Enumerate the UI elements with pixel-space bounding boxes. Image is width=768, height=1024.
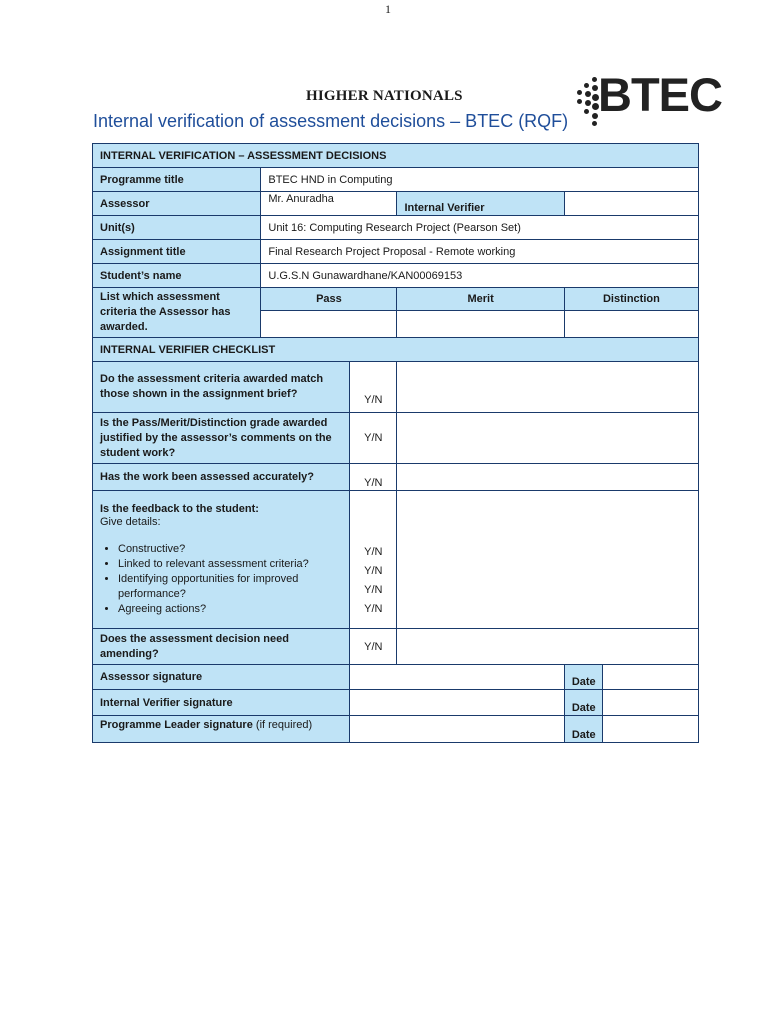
yn-grade-justified[interactable]: Y/N	[350, 413, 397, 464]
yn-assessed-accurately[interactable]: Y/N	[350, 464, 397, 491]
section-header-assessment-decisions: INTERNAL VERIFICATION – ASSESSMENT DECISIONS	[93, 144, 699, 168]
page-number: 1	[385, 2, 391, 16]
document-heading: HIGHER NATIONALS	[306, 88, 463, 104]
assignment-title-value[interactable]: Final Research Project Proposal - Remote working	[261, 240, 699, 264]
document-subtitle: Internal verification of assessment decisions – BTEC (RQF)	[93, 111, 569, 131]
logo-dot-icon	[584, 83, 589, 88]
pass-header: Pass	[261, 288, 397, 311]
assessor-date-label: Date	[564, 665, 602, 690]
logo-dot-icon	[577, 90, 582, 95]
list-item: • Identifying opportunities for improved performance?	[118, 572, 342, 602]
assessor-label: Assessor	[93, 192, 261, 216]
yn-criteria-match[interactable]: Y/N	[350, 362, 397, 413]
criteria-label: List which assessment criteria the Assessor has awarded.	[93, 288, 261, 338]
units-value[interactable]: Unit 16: Computing Research Project (Pearson Set)	[261, 216, 699, 240]
feedback-give-details: Give details:	[100, 515, 161, 528]
pl-signature-suffix: (if required)	[252, 719, 313, 731]
yn-decision-amending[interactable]: Y/N	[350, 629, 397, 665]
checklist-question-criteria-match: Do the assessment criteria awarded match those shown in the assignment brief?	[93, 362, 350, 413]
comment-decision-amending[interactable]	[397, 629, 699, 665]
checklist-question-assessed-accurately: Has the work been assessed accurately?	[93, 464, 350, 491]
comment-grade-justified[interactable]	[397, 413, 699, 464]
comment-feedback[interactable]	[397, 491, 699, 629]
yn-opportunities[interactable]: Y/N	[364, 584, 383, 596]
student-name-value[interactable]: U.G.S.N Gunawardhane/KAN00069153	[261, 264, 699, 288]
section-header-checklist: INTERNAL VERIFIER CHECKLIST	[93, 338, 699, 362]
assessor-signature-label: Assessor signature	[93, 665, 350, 690]
iv-signature-label: Internal Verifier signature	[93, 690, 350, 716]
logo-dot-icon	[584, 109, 589, 114]
merit-criteria-cell[interactable]	[397, 311, 564, 338]
feedback-question-title: Is the feedback to the student:	[100, 502, 259, 515]
checklist-question-decision-amending: Does the assessment decision need amending?	[93, 629, 350, 665]
assignment-title-label: Assignment title	[93, 240, 261, 264]
distinction-criteria-cell[interactable]	[564, 311, 698, 338]
logo-dot-icon	[592, 121, 597, 126]
yn-linked-criteria[interactable]: Y/N	[364, 565, 383, 577]
assessor-value[interactable]: Mr. Anuradha	[261, 192, 397, 216]
assessor-date-field[interactable]	[603, 665, 699, 690]
verification-form	[92, 143, 699, 743]
iv-date-field[interactable]	[603, 690, 699, 716]
yn-agreeing-actions[interactable]: Y/N	[364, 603, 383, 615]
logo-dot-icon	[585, 100, 591, 106]
pl-signature-label-text: Programme Leader signature	[100, 719, 253, 731]
student-name-label: Student’s name	[93, 264, 261, 288]
list-item: • Linked to relevant assessment criteria?	[118, 557, 342, 572]
logo-dot-icon	[592, 77, 597, 82]
logo-dot-icon	[577, 99, 582, 104]
pass-criteria-cell[interactable]	[261, 311, 397, 338]
programme-title-label: Programme title	[93, 168, 261, 192]
checklist-question-grade-justified: Is the Pass/Merit/Distinction grade awarded justified by the assessor’s comments on the student work?	[93, 413, 350, 464]
btec-logo	[574, 68, 724, 127]
yn-feedback-group	[350, 491, 397, 629]
logo-wordmark: BTEC	[598, 68, 722, 121]
merit-header: Merit	[397, 288, 564, 311]
programme-title-value[interactable]: BTEC HND in Computing	[261, 168, 699, 192]
comment-assessed-accurately[interactable]	[397, 464, 699, 491]
comment-criteria-match[interactable]	[397, 362, 699, 413]
pl-signature-label	[93, 716, 350, 743]
iv-signature-field[interactable]	[350, 690, 565, 716]
iv-date-label: Date	[564, 690, 602, 716]
list-item: • Agreeing actions?	[118, 602, 342, 617]
pl-date-field[interactable]	[603, 716, 699, 743]
yn-constructive[interactable]: Y/N	[364, 546, 383, 558]
distinction-header: Distinction	[564, 288, 698, 311]
assessor-signature-field[interactable]	[350, 665, 565, 690]
checklist-question-feedback	[93, 491, 350, 629]
list-item: • Constructive?	[118, 542, 342, 557]
logo-dot-icon	[585, 91, 591, 97]
pl-date-label: Date	[564, 716, 602, 743]
feedback-criteria-list	[100, 542, 342, 617]
internal-verifier-value[interactable]	[564, 192, 698, 216]
internal-verifier-label: Internal Verifier	[397, 192, 564, 216]
units-label: Unit(s)	[93, 216, 261, 240]
pl-signature-field[interactable]	[350, 716, 565, 743]
